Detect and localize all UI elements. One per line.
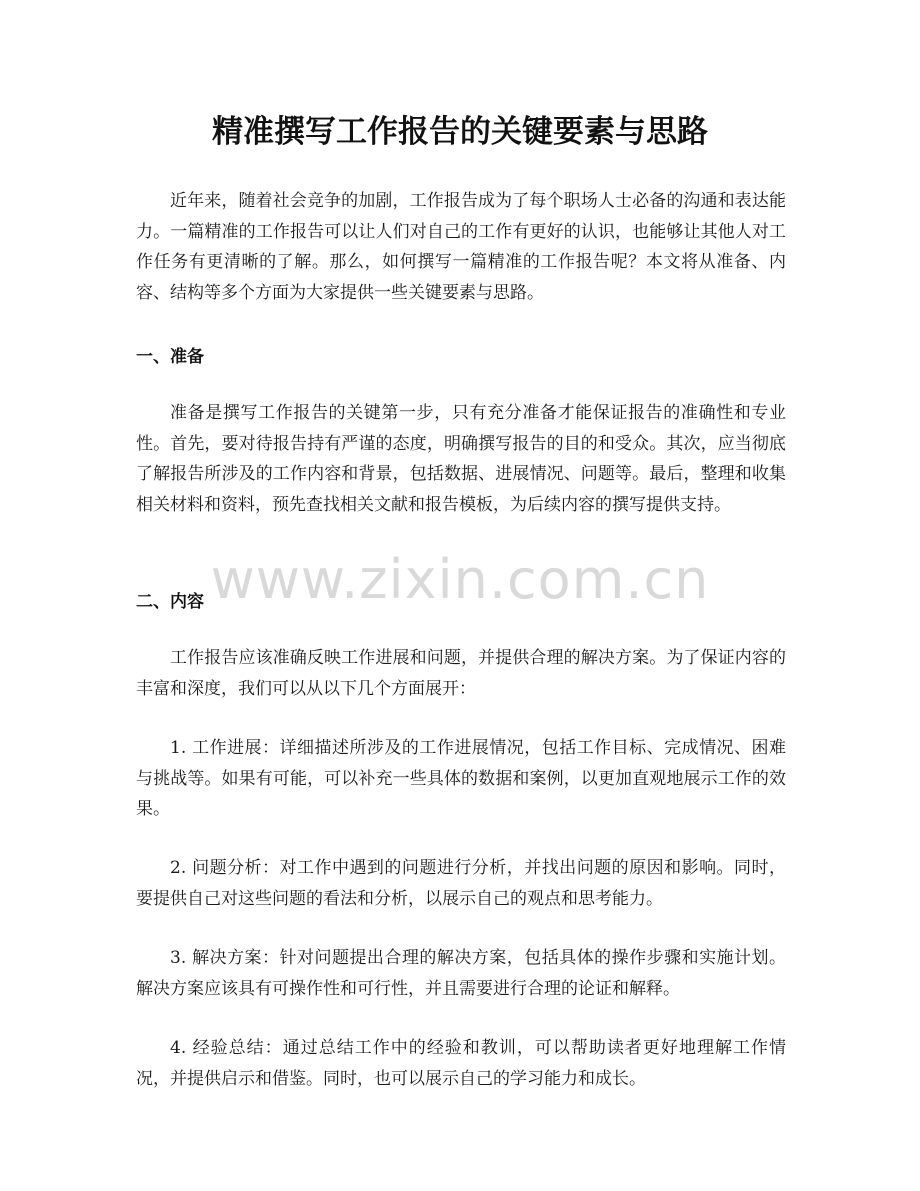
list-item: 3. 解决方案：针对问题提出合理的解决方案，包括具体的操作步骤和实施计划。解决方案应该具有可操作性和可行性，并且需要进行合理的论证和解释。 [136,948,786,999]
section-heading-content: 二、内容 [136,592,204,612]
section-body-preparation: 准备是撰写工作报告的关键第一步，只有充分准备才能保证报告的准确性和专业性。首先，要对待报告持有严谨的态度，明确撰写报告的目的和受众。其次，应当彻底了解报告所涉及的工作内容和背景，包括数据、进展情况、问题等。最后，整理和收集相关材料和资料，预先查找相关文献和报告模板，为后续内容的撰写提供支持。 [136,403,786,515]
list-item: 1. 工作进展：详细描述所涉及的工作进展情况，包括工作目标、完成情况、困难与挑战等。如果有可能，可以补充一些具体的数据和案例，以更加直观地展示工作的效果。 [136,738,786,819]
section-body-content: 工作报告应该准确反映工作进展和问题，并提供合理的解决方案。为了保证内容的丰富和深度，我们可以从以下几个方面展开： [136,648,786,699]
list-item: 2. 问题分析：对工作中遇到的问题进行分析，并找出问题的原因和影响。同时，要提供自己对这些问题的看法和分析，以展示自己的观点和思考能力。 [136,858,786,909]
document-title: 精准撰写工作报告的关键要素与思路 [212,114,708,150]
watermark-text: www.zixin.com.cn [210,548,710,611]
intro-paragraph: 近年来，随着社会竞争的加剧，工作报告成为了每个职场人士必备的沟通和表达能力。一篇精准的工作报告可以让人们对自己的工作有更好的认识，也能够让其他人对工作任务有更清晰的了解。那么，如何撰写一篇精准的工作报告呢？本文将从准备、内容、结构等多个方面为大家提供一些关键要素与思路。 [136,191,786,303]
section-heading-preparation: 一、准备 [136,347,204,367]
list-item: 4. 经验总结：通过总结工作中的经验和教训，可以帮助读者更好地理解工作情况，并提供启示和借鉴。同时，也可以展示自己的学习能力和成长。 [136,1038,786,1089]
